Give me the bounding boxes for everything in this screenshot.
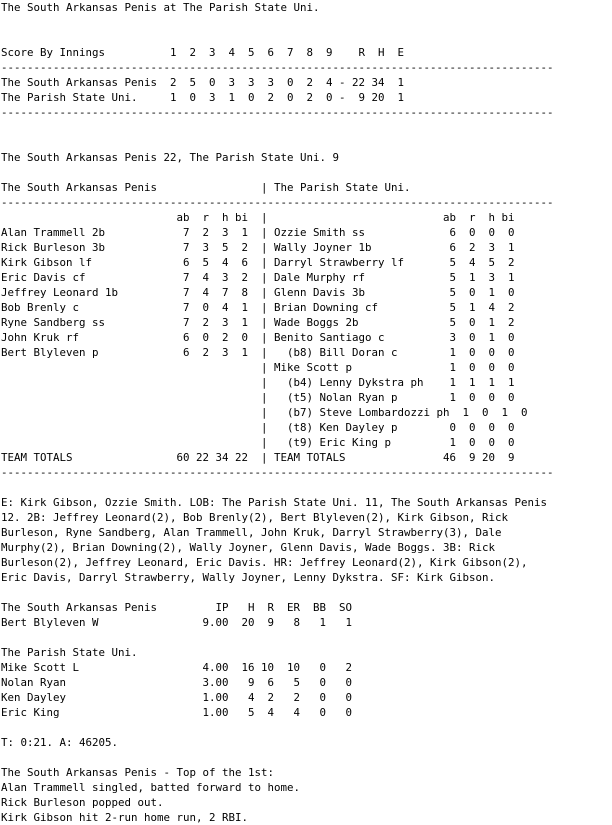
text-line: Rick Burleson popped out.	[1, 796, 164, 809]
text-line	[1, 720, 554, 735]
text-line	[1, 120, 554, 135]
text-line: Eric Davis cf 7 4 3 2 | Dale Murphy rf 5 1 3 1	[1, 271, 515, 284]
text-line: Nolan Ryan 3.00 9 6 5 0 0	[1, 676, 353, 689]
text-line: Bob Brenly c 7 0 4 1 | Brian Downing cf 5 1 4 2	[1, 301, 515, 314]
box-score-document	[1, 0, 554, 825]
text-line: Burleson(2), Jeffrey Leonard, Eric Davis. HR: Jeffrey Leonard(2), Kirk Gibson(2),	[1, 556, 528, 569]
text-line: | Mike Scott p 1 0 0 0	[1, 361, 515, 374]
text-line: E: Kirk Gibson, Ozzie Smith. LOB: The Parish State Uni. 11, The South Arkansas Penis	[1, 496, 548, 509]
text-line: Ken Dayley 1.00 4 2 2 0 0	[1, 691, 353, 704]
text-line: T: 0:21. A: 46205.	[1, 736, 119, 749]
text-line	[1, 750, 554, 765]
text-line: | (b7) Steve Lombardozzi ph 1 0 1 0	[1, 406, 528, 419]
text-line: Alan Trammell 2b 7 2 3 1 | Ozzie Smith ss 6 0 0 0	[1, 226, 515, 239]
text-line: | (t8) Ken Dayley p 0 0 0 0	[1, 421, 515, 434]
text-line: -------------------------------------------------------------------------------------	[1, 61, 554, 74]
text-line: Rick Burleson 3b 7 3 5 2 | Wally Joyner 1b 6 2 3 1	[1, 241, 515, 254]
text-line: John Kruk rf 6 0 2 0 | Benito Santiago c 3 0 1 0	[1, 331, 515, 344]
text-line: 12. 2B: Jeffrey Leonard(2), Bob Brenly(2), Bert Blyleven(2), Kirk Gibson, Rick	[1, 511, 509, 524]
text-line: The South Arkansas Penis IP H R ER BB SO	[1, 601, 353, 614]
text-line	[1, 30, 554, 45]
text-line: Score By Innings 1 2 3 4 5 6 7 8 9 R H E	[1, 46, 405, 59]
text-line: Kirk Gibson hit 2-run home run, 2 RBI.	[1, 811, 249, 824]
text-line	[1, 630, 554, 645]
text-line	[1, 165, 554, 180]
text-line: | (b4) Lenny Dykstra ph 1 1 1 1	[1, 376, 515, 389]
text-line: | (t9) Eric King p 1 0 0 0	[1, 436, 515, 449]
text-line: -------------------------------------------------------------------------------------	[1, 196, 554, 209]
text-line: Jeffrey Leonard 1b 7 4 7 8 | Glenn Davis 3b 5 0 1 0	[1, 286, 515, 299]
text-line: The South Arkansas Penis 2 5 0 3 3 3 0 2 4 - 22 34 1	[1, 76, 405, 89]
text-line: -------------------------------------------------------------------------------------	[1, 106, 554, 119]
text-line	[1, 480, 554, 495]
text-line: Alan Trammell singled, batted forward to home.	[1, 781, 301, 794]
text-line: ab r h bi | ab r h bi	[1, 211, 515, 224]
text-line: Eric King 1.00 5 4 4 0 0	[1, 706, 353, 719]
text-line: The South Arkansas Penis 22, The Parish State Uni. 9	[1, 151, 340, 164]
text-line: The Parish State Uni.	[1, 646, 138, 659]
text-line: Kirk Gibson lf 6 5 4 6 | Darryl Strawberry lf 5 4 5 2	[1, 256, 515, 269]
text-line: TEAM TOTALS 60 22 34 22 | TEAM TOTALS 46 9 20 9	[1, 451, 515, 464]
text-line: The South Arkansas Penis - Top of the 1st:	[1, 766, 275, 779]
text-line: -------------------------------------------------------------------------------------	[1, 466, 554, 479]
text-line: Murphy(2), Brian Downing(2), Wally Joyner, Glenn Davis, Wade Boggs. 3B: Rick	[1, 541, 496, 554]
text-line: The Parish State Uni. 1 0 3 1 0 2 0 2 0 - 9 20 1	[1, 91, 405, 104]
text-line: Burleson, Ryne Sandberg, Alan Trammell, John Kruk, Darryl Strawberry(3), Dale	[1, 526, 502, 539]
text-line: Mike Scott L 4.00 16 10 10 0 2	[1, 661, 353, 674]
text-line: The South Arkansas Penis | The Parish State Uni.	[1, 181, 411, 194]
text-line: | (t5) Nolan Ryan p 1 0 0 0	[1, 391, 515, 404]
text-line	[1, 135, 554, 150]
text-line	[1, 15, 554, 30]
text-line: The South Arkansas Penis at The Parish State Uni.	[1, 1, 320, 14]
text-line: Eric Davis, Darryl Strawberry, Wally Joyner, Lenny Dykstra. SF: Kirk Gibson.	[1, 571, 496, 584]
text-line: Bert Blyleven p 6 2 3 1 | (b8) Bill Doran c 1 0 0 0	[1, 346, 515, 359]
text-line: Bert Blyleven W 9.00 20 9 8 1 1	[1, 616, 353, 629]
text-line: Ryne Sandberg ss 7 2 3 1 | Wade Boggs 2b 5 0 1 2	[1, 316, 515, 329]
text-line	[1, 585, 554, 600]
